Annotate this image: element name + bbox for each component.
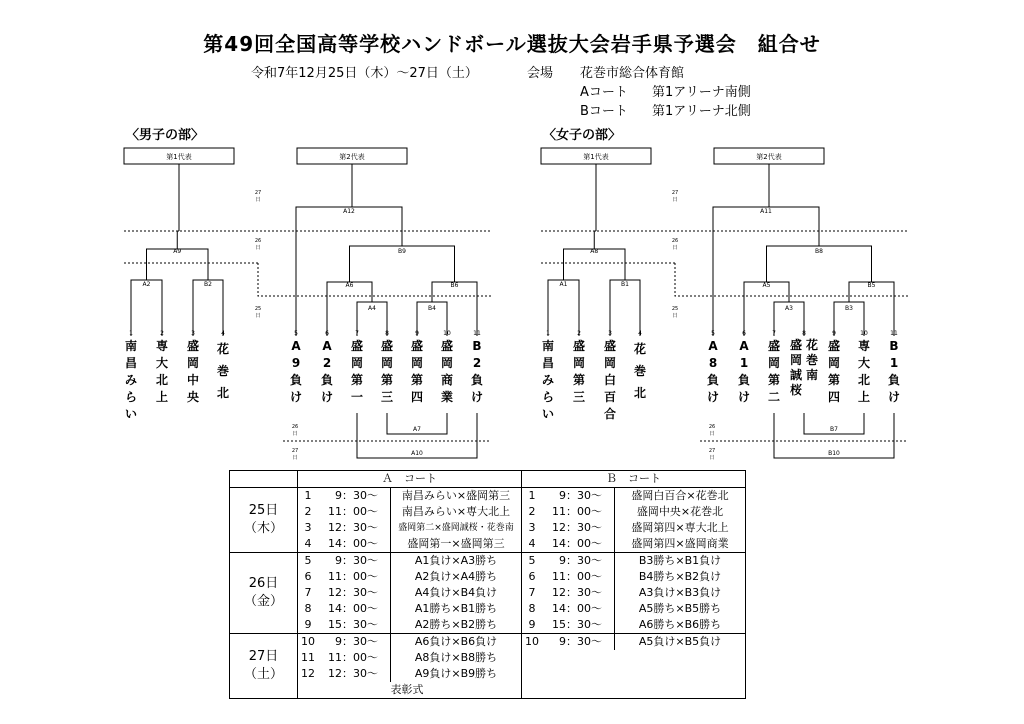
table-row <box>230 553 746 570</box>
boys-team-name: B 2 負 け <box>470 339 483 404</box>
court-a-game-number: 2 <box>304 505 312 518</box>
court-a-time: 14：00～ <box>328 602 378 615</box>
court-b-time: 9：30～ <box>542 553 615 570</box>
girls-bracket-line <box>849 282 894 330</box>
court-b-time: 11：00～ <box>552 505 602 518</box>
day-label <box>230 553 298 634</box>
schedule-table <box>229 470 746 699</box>
boys-rep1-label: 第1代表 <box>166 153 192 161</box>
girls-game-label: B5 <box>867 282 876 289</box>
boys-bracket-line <box>327 282 372 330</box>
court-a-time: 12：30～ <box>328 667 378 680</box>
court-b-match: 盛岡第四×専大北上 <box>615 520 746 536</box>
boys-game-label: A2 <box>142 281 151 288</box>
court-b-time: 12：30～ <box>552 521 602 534</box>
girls-day-label: 25 <box>671 306 679 312</box>
court-b-empty <box>542 682 615 699</box>
boys-game-label: A6 <box>345 282 354 289</box>
court-b-label: Bコート <box>580 104 628 119</box>
page-title: 第49回全国高等学校ハンドボール選抜大会岩手県予選会 組合せ <box>203 32 821 56</box>
court-b-game-number: 3 <box>522 520 543 536</box>
court-a-header: Ａ コート <box>298 471 522 488</box>
girls-team-name: B 1 負 け <box>887 339 900 404</box>
court-a-time: 9：30～ <box>318 553 391 570</box>
girls-team-number: 7 <box>772 330 776 337</box>
boys-game-label: A12 <box>343 208 355 215</box>
court-a-game-number: 3 <box>304 521 312 534</box>
day-date: 26日 <box>248 576 279 591</box>
court-b-game-number: 9 <box>522 617 543 634</box>
court-b-empty <box>615 666 746 682</box>
venue-name: 花巻市総合体育館 <box>580 66 685 81</box>
court-a-time: 14：00～ <box>328 537 378 550</box>
court-a-match: 盛岡第二×盛岡誠桜・花巻南 <box>391 520 522 536</box>
boys-game-label: B4 <box>428 305 436 312</box>
girls-team-number: 11 <box>890 330 898 337</box>
girls-game-label: B8 <box>815 248 823 255</box>
court-a-game-number: 5 <box>298 553 319 570</box>
court-b-time: 9：30～ <box>559 489 602 502</box>
court-a-game-number: 12 <box>301 667 315 680</box>
court-a-match: A4負け×B4負け <box>391 585 522 601</box>
court-a-game-number: 8 <box>304 602 312 615</box>
girls-day-label: 27 <box>708 448 716 454</box>
boys-game-label: B6 <box>450 282 459 289</box>
court-a-game-number: 7 <box>304 586 312 599</box>
court-a-empty <box>298 682 319 699</box>
court-b-match: B4勝ち×B2負け <box>615 569 746 585</box>
court-b-match: A3負け×B3負け <box>615 585 746 601</box>
girls-team-name: 盛 岡 白 百 合 <box>603 339 616 421</box>
court-a-empty <box>318 682 391 699</box>
court-a-game-number: 9 <box>304 618 312 631</box>
girls-team-name: 盛 岡 第 三 <box>572 339 585 404</box>
court-a-match: A6負け×B6負け <box>391 634 522 651</box>
court-b-match: A5負け×B5負け <box>615 634 746 651</box>
day-date: 25日 <box>248 503 279 518</box>
girls-team-number: 4 <box>638 330 642 337</box>
court-a-match: A2負け×A4勝ち <box>391 569 522 585</box>
day-weekday: （金） <box>243 594 283 609</box>
boys-team-number: 1 <box>129 330 133 337</box>
boys-day-label: 26 <box>254 238 262 244</box>
day-weekday: （木） <box>243 521 283 536</box>
court-a-game-number: 11 <box>301 651 315 664</box>
girls-team-name: 盛 岡 第 四 <box>827 339 840 404</box>
boys-team-name: 盛 岡 第 四 <box>410 339 423 404</box>
table-row <box>230 520 746 536</box>
court-a-game-number: 1 <box>304 489 312 502</box>
girls-game-label: A8 <box>590 248 599 255</box>
ceremony-label: 表彰式 <box>390 683 424 696</box>
boys-day-line <box>258 263 491 296</box>
girls-day-label: 27 <box>671 190 679 196</box>
court-a-match: A1勝ち×B1勝ち <box>391 601 522 617</box>
court-b-empty <box>522 666 543 682</box>
court-b-game-number: 2 <box>522 504 543 520</box>
boys-day-label: 27 <box>291 448 299 454</box>
court-a-place: 第1アリーナ南側 <box>652 85 751 100</box>
schedule-header-row <box>230 471 746 488</box>
court-a-time: 12：30～ <box>328 521 378 534</box>
boys-team-number: 10 <box>443 330 451 337</box>
court-b-match: 盛岡白百合×花巻北 <box>615 488 746 505</box>
boys-day-label: 26 <box>291 424 299 430</box>
court-a-game-number: 4 <box>304 537 312 550</box>
girls-heading: 〈女子の部〉 <box>543 128 622 143</box>
boys-game-label: B9 <box>398 248 406 255</box>
boys-team-name: 盛 岡 中 央 <box>186 339 199 404</box>
court-a-time: 9：30～ <box>335 489 378 502</box>
boys-day-label: 日 <box>255 245 261 251</box>
header-corner <box>230 471 298 488</box>
girls-team-number: 3 <box>608 330 612 337</box>
boys-team-number: 5 <box>294 330 298 337</box>
table-row <box>230 682 746 699</box>
girls-team-number: 9 <box>832 330 836 337</box>
event-dates: 令和7年12月25日（木）～27日（土） <box>251 66 478 81</box>
court-a-label: Aコート <box>580 85 628 100</box>
court-a-match: 盛岡第一×盛岡第三 <box>391 536 522 553</box>
table-row <box>230 585 746 601</box>
day-label <box>230 634 298 699</box>
girls-team-number: 5 <box>711 330 715 337</box>
girls-team-name: A 8 負 け <box>706 339 719 404</box>
girls-rep1-label: 第1代表 <box>583 153 609 161</box>
court-b-empty <box>542 666 615 682</box>
table-row <box>230 504 746 520</box>
court-b-time: 15：30～ <box>552 618 602 631</box>
court-b-time: 11：00～ <box>552 570 602 583</box>
court-b-match: 盛岡第四×盛岡商業 <box>615 536 746 553</box>
girls-day-label: 日 <box>672 313 678 319</box>
boys-day-label: 27 <box>254 190 262 196</box>
boys-team-number: 2 <box>160 330 164 337</box>
court-b-empty <box>615 682 746 699</box>
court-b-place: 第1アリーナ北側 <box>652 104 751 119</box>
boys-day-label: 25 <box>254 306 262 312</box>
court-a-match: A8負け×B8勝ち <box>391 650 522 666</box>
boys-day-label: 日 <box>292 455 298 461</box>
boys-game-label: B2 <box>204 281 212 288</box>
table-row <box>230 488 746 505</box>
table-row <box>230 569 746 585</box>
court-b-time: 9：30～ <box>542 634 615 651</box>
girls-team-name: A 1 負 け <box>737 339 750 404</box>
boys-team-number: 6 <box>325 330 329 337</box>
table-row <box>230 650 746 666</box>
court-a-game-number: 6 <box>304 570 312 583</box>
court-a-time: 11：00～ <box>328 651 378 664</box>
girls-day-label: 日 <box>672 197 678 203</box>
boys-team-name: A 2 負 け <box>320 339 333 404</box>
court-b-game-number: 6 <box>522 569 543 585</box>
boys-game-label: A10 <box>411 450 423 457</box>
court-b-match: A6勝ち×B6勝ち <box>615 617 746 634</box>
court-b-match: 盛岡中央×花巻北 <box>615 504 746 520</box>
girls-day-label: 日 <box>672 245 678 251</box>
boys-team-name: 盛 岡 第 一 <box>350 339 363 404</box>
girls-game-label: B7 <box>830 426 838 433</box>
court-a-game-number: 10 <box>298 634 319 651</box>
boys-team-number: 11 <box>473 330 481 337</box>
court-a-match: A9負け×B9勝ち <box>391 666 522 682</box>
girls-game-label: A11 <box>760 208 772 215</box>
court-a-match: 南昌みらい×専大北上 <box>391 504 522 520</box>
girls-day-label: 26 <box>708 424 716 430</box>
court-b-game-number: 1 <box>522 488 543 505</box>
court-a-match: A2勝ち×B2勝ち <box>391 617 522 634</box>
boys-team-number: 9 <box>415 330 419 337</box>
court-a-time: 12：30～ <box>328 586 378 599</box>
day-date: 27日 <box>248 649 279 664</box>
girls-game-label: B1 <box>621 281 629 288</box>
girls-team-name: 専 大 北 上 <box>857 339 870 404</box>
boys-team-name: 盛 岡 商 業 <box>440 339 453 404</box>
boys-team-name: 花 巻 北 <box>216 342 229 400</box>
girls-game-label: B10 <box>828 450 840 457</box>
table-row <box>230 666 746 682</box>
court-b-game-number: 5 <box>522 553 543 570</box>
girls-team-number: 2 <box>577 330 581 337</box>
boys-day-label: 日 <box>292 431 298 437</box>
court-b-time: 12：30～ <box>552 586 602 599</box>
boys-team-name: 南 昌 み ら い <box>124 339 137 421</box>
boys-team-name: 専 大 北 上 <box>155 339 168 404</box>
court-b-game-number: 8 <box>522 601 543 617</box>
court-a-time: 11：00～ <box>328 570 378 583</box>
girls-team-number: 6 <box>742 330 746 337</box>
girls-team-number: 1 <box>546 330 550 337</box>
boys-rep2-label: 第2代表 <box>339 153 365 161</box>
court-a-time: 15：30～ <box>328 618 378 631</box>
table-row <box>230 601 746 617</box>
court-b-empty <box>522 682 543 699</box>
girls-game-label: A3 <box>785 305 793 312</box>
boys-game-label: A9 <box>173 248 182 255</box>
girls-day-label: 日 <box>709 455 715 461</box>
court-b-time: 14：00～ <box>552 537 602 550</box>
court-b-empty <box>615 650 746 666</box>
court-b-time: 14：00～ <box>552 602 602 615</box>
court-a-match: A1負け×A3勝ち <box>391 553 522 570</box>
girls-game-label: A1 <box>559 281 568 288</box>
boys-team-name: 盛 岡 第 三 <box>380 339 393 404</box>
court-b-match: A5勝ち×B5勝ち <box>615 601 746 617</box>
day-weekday: （土） <box>243 667 283 682</box>
boys-day-label: 日 <box>255 197 261 203</box>
boys-team-name: A 9 負 け <box>289 339 302 404</box>
boys-day-label: 日 <box>255 313 261 319</box>
girls-bracket-line <box>744 282 789 330</box>
girls-day-label: 26 <box>671 238 679 244</box>
table-row <box>230 536 746 553</box>
girls-team-name: 南 昌 み ら い <box>541 339 554 421</box>
table-row <box>230 617 746 634</box>
court-b-game-number: 7 <box>522 585 543 601</box>
venue-label: 会場 <box>527 66 554 81</box>
court-a-time: 11：00～ <box>328 505 378 518</box>
court-b-game-number: 4 <box>522 536 543 553</box>
court-b-game-number: 10 <box>522 634 543 651</box>
boys-game-label: A4 <box>368 305 376 312</box>
girls-rep2-label: 第2代表 <box>756 153 782 161</box>
court-b-header: Ｂ コート <box>522 471 746 488</box>
girls-team-name: 花 巻 北 <box>633 342 646 400</box>
girls-day-line <box>675 263 908 296</box>
boys-heading: 〈男子の部〉 <box>126 128 205 143</box>
court-a-match: 南昌みらい×盛岡第三 <box>391 488 522 505</box>
court-b-empty <box>522 650 543 666</box>
girls-team-name: 盛 岡 第 二 <box>767 339 780 404</box>
girls-team-number: 10 <box>860 330 868 337</box>
boys-bracket-line <box>432 282 477 330</box>
girls-game-label: B3 <box>845 305 853 312</box>
court-b-match: B3勝ち×B1負け <box>615 553 746 570</box>
boys-team-number: 3 <box>191 330 195 337</box>
boys-team-number: 4 <box>221 330 225 337</box>
boys-game-label: A7 <box>413 426 421 433</box>
girls-team-number: 8 <box>802 330 806 337</box>
boys-team-number: 7 <box>355 330 359 337</box>
table-row <box>230 634 746 651</box>
court-a-time: 9：30～ <box>318 634 391 651</box>
court-b-empty <box>542 650 615 666</box>
girls-game-label: A5 <box>762 282 771 289</box>
girls-day-label: 日 <box>709 431 715 437</box>
boys-team-number: 8 <box>385 330 389 337</box>
day-label <box>230 488 298 553</box>
